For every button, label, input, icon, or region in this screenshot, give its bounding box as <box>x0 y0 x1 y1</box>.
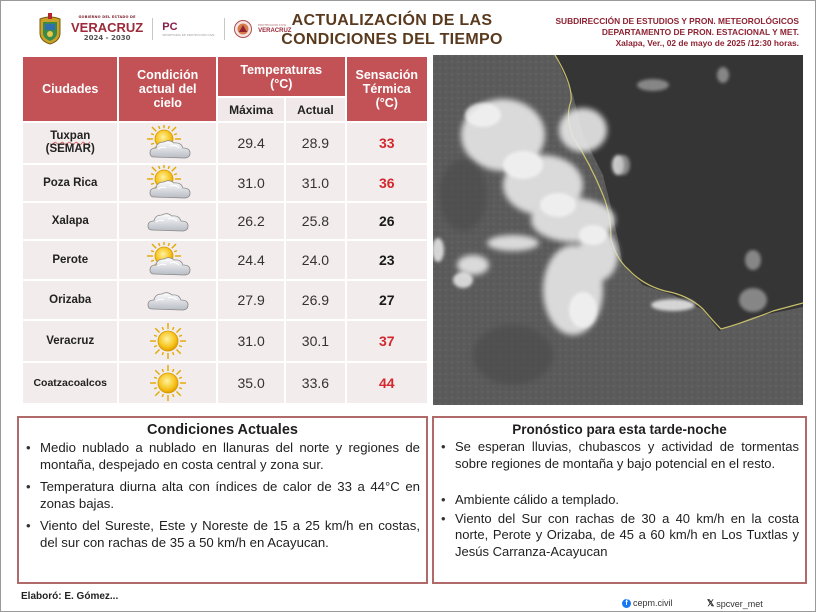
sky-condition <box>119 281 215 319</box>
civil-protection-emblem-icon <box>234 20 252 38</box>
feels-like-temp: 33 <box>347 123 427 163</box>
feels-like-temp: 37 <box>347 321 427 361</box>
header-sky-line-1: Condición <box>137 68 199 82</box>
city-name <box>23 321 117 361</box>
table-row <box>23 281 427 319</box>
feels-like-temp: 27 <box>347 281 427 319</box>
feels-like-temp: 26 <box>347 203 427 239</box>
current-conditions-panel <box>17 416 428 584</box>
city-name-line-1: Xalapa <box>51 214 89 227</box>
bulletin-title <box>263 11 521 49</box>
max-temp: 35.0 <box>218 363 284 403</box>
sunny-icon <box>144 323 192 359</box>
pc-logo <box>162 22 215 37</box>
current-conditions-title: Condiciones Actuales <box>147 422 298 438</box>
title-line-2: CONDICIONES DEL TIEMPO <box>281 31 503 48</box>
city-name-line-2: (SEMAR) <box>45 143 95 155</box>
current-condition-item: • Temperatura diurna alta con índices de calor de 33 a 44°C en zonas bajas. <box>25 479 420 512</box>
max-temp: 31.0 <box>218 321 284 361</box>
header-temps-line-1: Temperaturas <box>240 62 323 77</box>
city-name <box>23 281 117 319</box>
sky-condition <box>119 165 215 201</box>
header-feels-like <box>347 57 427 121</box>
header-temps-line-2: (°C) <box>270 76 293 91</box>
table-row <box>23 321 427 361</box>
max-temp: 31.0 <box>218 165 284 201</box>
partly-cloudy-icon <box>144 125 192 161</box>
issue-date-time: Xalapa, Ver., 02 de mayo de 2025 /12:30 horas. <box>615 38 799 48</box>
current-temp: 28.9 <box>286 123 344 163</box>
facebook-icon: f <box>622 599 631 608</box>
veracruz-coat-of-arms-icon <box>37 13 63 45</box>
facebook-handle: cepm.civil <box>633 598 673 608</box>
sunny-icon <box>144 365 192 401</box>
current-conditions-list <box>25 440 420 551</box>
logo-divider <box>224 18 225 40</box>
header-max: Máxima <box>218 98 284 121</box>
table-row <box>23 165 427 201</box>
partly-cloudy-icon <box>144 165 192 201</box>
table-row <box>23 363 427 403</box>
feels-like-temp: 44 <box>347 363 427 403</box>
header-cities <box>23 57 117 121</box>
city-name-line-1: Poza Rica <box>43 176 98 189</box>
table-row <box>23 203 427 239</box>
pc-subtitle: SECRETARÍA DE PROTECCIÓN CIVIL <box>162 32 216 37</box>
city-name-line-1: Perote <box>52 253 89 266</box>
current-temp: 31.0 <box>286 165 344 201</box>
city-name <box>23 203 117 239</box>
cloudy-icon <box>144 203 192 239</box>
current-condition-item: • Medio nublado a nublado en llanuras del norte y regiones de montaña, despejado en costa central y zona sur. <box>25 440 420 473</box>
header-feel-line-3: (°C) <box>375 96 398 110</box>
government-small-text: GOBIERNO DEL ESTADO DE <box>78 15 136 20</box>
city-name <box>23 241 117 279</box>
forecast-item: • Viento del Sur con rachas de 30 a 40 km/h en la costa norte, Perote y Orizaba, de 45 a 60 km/h en Los Tuxtlas y Jesús Carranza-Acayucan <box>440 511 799 561</box>
forecast-item: • Ambiente cálido a templado. <box>440 492 799 509</box>
sky-condition <box>119 123 215 163</box>
current-temp: 25.8 <box>286 203 344 239</box>
header-logos <box>37 11 291 47</box>
header-feel-line-1: Sensación <box>355 68 419 82</box>
table-row <box>23 123 427 163</box>
current-temp: 33.6 <box>286 363 344 403</box>
max-temp: 26.2 <box>218 203 284 239</box>
forecast-item: • Se esperan lluvias, chubascos y actividad de tormentas sobre regiones de montaña y bajo potencial en el resto. <box>440 439 799 472</box>
sky-condition <box>119 363 215 403</box>
max-temp: 24.4 <box>218 241 284 279</box>
table-row <box>23 241 427 279</box>
weather-table <box>21 55 429 405</box>
department-line-1: SUBDIRECCIÓN DE ESTUDIOS Y PRON. METEOROLÓGICOS <box>555 16 799 26</box>
feels-like-temp: 36 <box>347 165 427 201</box>
forecast-panel <box>432 416 807 584</box>
city-name-line-1: Orizaba <box>49 293 92 306</box>
city-name-line-1: Veracruz <box>46 334 95 347</box>
header-cities-label: Ciudades <box>42 82 99 96</box>
pc-name: PC <box>162 20 178 33</box>
header-sky <box>119 57 215 121</box>
author-credit: Elaboró: E. Gómez... <box>21 591 119 602</box>
max-temp: 27.9 <box>218 281 284 319</box>
government-logo <box>71 16 143 42</box>
header-sky-line-2: actual del <box>138 82 197 96</box>
satellite-image <box>433 55 803 405</box>
city-name-line-1: Tuxpan <box>50 130 91 142</box>
current-temp: 26.9 <box>286 281 344 319</box>
header-current: Actual <box>286 98 344 121</box>
government-name: VERACRUZ <box>71 19 144 35</box>
x-link[interactable] <box>707 598 763 609</box>
sky-condition <box>119 203 215 239</box>
feels-like-temp: 23 <box>347 241 427 279</box>
pc-veracruz-small: PROTECCIÓN CIVIL <box>258 23 287 27</box>
title-line-1: ACTUALIZACIÓN DE LAS <box>291 12 493 29</box>
city-name <box>23 363 117 403</box>
city-name <box>23 165 117 201</box>
government-years: 2024 - 2030 <box>83 33 131 42</box>
header-temperatures <box>218 57 345 96</box>
forecast-list <box>440 439 799 560</box>
x-handle: spcver_met <box>716 598 763 609</box>
sky-condition <box>119 241 215 279</box>
header-feel-line-2: Térmica <box>362 82 411 96</box>
x-icon: 𝕏 <box>707 598 715 608</box>
facebook-link[interactable] <box>622 598 673 608</box>
department-info <box>555 16 799 49</box>
current-condition-item: • Viento del Sureste, Este y Noreste de 15 a 25 km/h en costas, del sur con rachas de 35 a 50 km/h en Acayucan. <box>25 518 420 551</box>
sky-condition <box>119 321 215 361</box>
city-name-line-1: Coatzacoalcos <box>33 376 107 389</box>
city-name <box>23 123 117 163</box>
pc-veracruz-name: VERACRUZ <box>258 28 292 34</box>
current-temp: 24.0 <box>286 241 344 279</box>
logo-divider <box>152 18 153 40</box>
department-line-2: DEPARTAMENTO DE PRON. ESTACIONAL Y MET. <box>601 27 799 37</box>
cloudy-icon <box>144 282 192 318</box>
current-temp: 30.1 <box>286 321 344 361</box>
partly-cloudy-icon <box>144 242 192 278</box>
header-sky-line-3: cielo <box>153 96 182 110</box>
max-temp: 29.4 <box>218 123 284 163</box>
forecast-title: Pronóstico para esta tarde-noche <box>512 422 727 437</box>
